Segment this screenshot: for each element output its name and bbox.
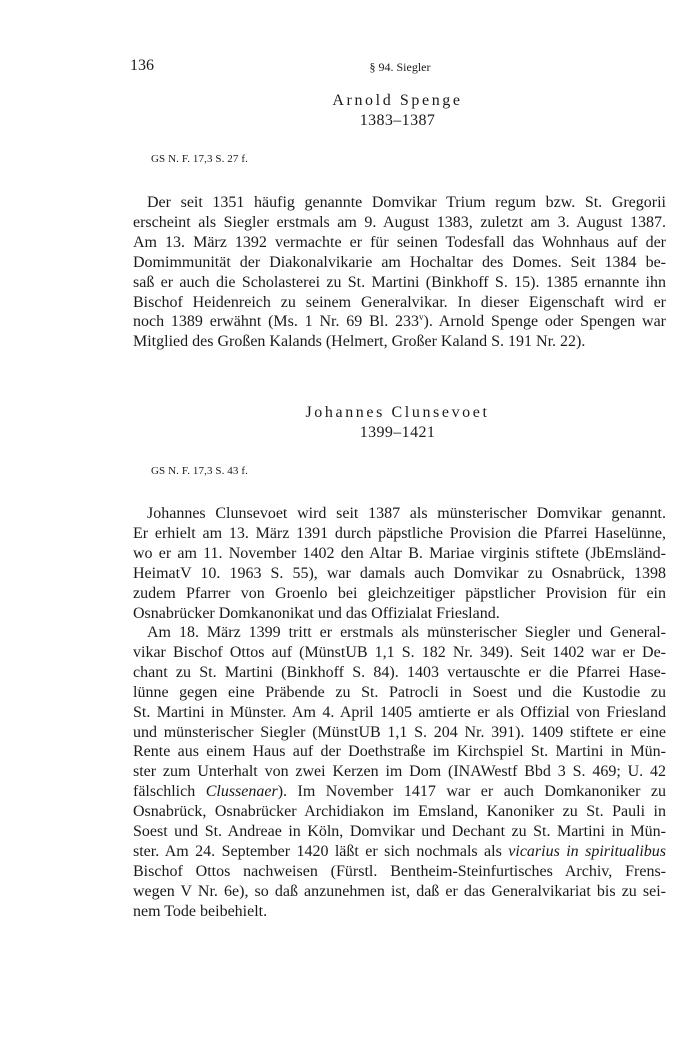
text-line: Der seit 1351 häufig genannte Domvikar Trium regum bzw. St. Gregorii	[147, 194, 666, 211]
text-line: Osnabrücker Domkanonikat und das Offizialat Friesland.	[133, 604, 500, 622]
text-line	[133, 842, 666, 862]
text-line	[133, 312, 666, 332]
text-line: zudem Pfarrer von Groenlo bei gleichzeitiger päpstlicher Provision für ein	[133, 584, 666, 602]
entry-paragraph	[133, 193, 666, 352]
superscript: v	[419, 312, 424, 323]
entry-heading-johannes-clunsevoet	[0, 403, 700, 443]
entry-name: Arnold Spenge	[332, 92, 463, 109]
text-line: saß er auch die Scholasterei zu St. Martini (Binkhoff S. 15). 1385 ernannte ihn	[133, 273, 666, 291]
text-line: Johannes Clunsevoet wird seit 1387 als münsterischer Domvikar genannt.	[147, 505, 666, 522]
entry-years: 1383–1387	[359, 112, 436, 129]
italic-term: vicarius in spiritualibus	[508, 842, 667, 860]
entry-name: Johannes Clunsevoet	[305, 404, 490, 421]
text-line: chant zu St. Martini (Binkhoff S. 84). 1403 vertauschte er die Pfarrei Hase-	[133, 663, 666, 681]
text-line: St. Martini in Münster. Am 4. April 1405 amtierte er als Offizial von Friesland	[133, 703, 666, 721]
text-fragment: fälschlich	[133, 783, 206, 801]
text-fragment: ). Im November 1417 war er auch Domkanoniker zu	[277, 783, 667, 801]
text-line: wo er am 11. November 1402 den Altar B. Mariae virginis stiftete (JbEmsländ-	[133, 544, 666, 562]
italic-term: Clussenaer	[205, 783, 278, 801]
running-head: § 94. Siegler	[369, 60, 431, 74]
text-line: wegen V Nr. 6e), so daß anzunehmen ist, daß er das Generalvikariat bis zu sei-	[133, 882, 666, 900]
page-number: 136	[130, 57, 154, 74]
text-line: Domimmunität der Diakonalvikarie am Hochaltar des Domes. Seit 1384 be-	[133, 253, 666, 271]
text-line: nem Tode beibehielt.	[133, 902, 268, 920]
text-fragment: noch 1389 erwähnt (Ms. 1 Nr. 69 Bl. 233	[133, 313, 420, 331]
entry-paragraph	[133, 504, 666, 623]
text-line: Osnabrück, Osnabrücker Archidiakon im Emsland, Kanoniker zu St. Pauli in	[133, 803, 666, 821]
text-line: vikar Bischof Ottos auf (MünstUB 1,1 S. 182 Nr. 349). Seit 1402 war er De-	[133, 643, 666, 661]
reference-citation: GS N. F. 17,3 S. 27 f.	[151, 153, 248, 165]
text-line: Er erhielt am 13. März 1391 durch päpstliche Provision die Pfarrei Haselünne,	[133, 524, 666, 542]
text-line: lünne gegen eine Präbende zu St. Patrocli in Soest und die Kustodie zu	[133, 683, 666, 701]
text-line: HeimatV 10. 1963 S. 55), war damals auch Domvikar zu Osnabrück, 1398	[133, 564, 666, 582]
entry-paragraph	[133, 623, 666, 922]
reference-citation: GS N. F. 17,3 S. 43 f.	[151, 465, 248, 477]
text-line: und münsterischer Siegler (MünstUB 1,1 S. 204 Nr. 391). 1409 stiftete er eine	[133, 723, 666, 741]
text-line: erscheint als Siegler erstmals am 9. August 1383, zuletzt am 3. August 1387.	[133, 213, 666, 231]
text-line: Mitglied des Großen Kalands (Helmert, Großer Kaland S. 191 Nr. 22).	[133, 333, 586, 351]
text-line: Soest und St. Andreae in Köln, Domvikar und Dechant zu St. Martini in Mün-	[133, 823, 666, 841]
text-line: Bischof Ottos nachweisen (Fürstl. Bentheim-Steinfurtisches Archiv, Frens-	[133, 862, 666, 880]
text-fragment: ). Arnold Spenge oder Spengen war	[423, 313, 667, 331]
text-line: Am 13. März 1392 vermachte er für seinen Todesfall das Wohnhaus auf der	[133, 233, 666, 251]
text-fragment: ster. Am 24. September 1420 läßt er sich nochmals als	[133, 842, 509, 860]
entry-heading-arnold-spenge	[0, 91, 700, 131]
text-line: Am 18. März 1399 tritt er erstmals als münsterischer Siegler und General-	[147, 624, 666, 641]
text-line: ster zum Unterhalt von zwei Kerzen im Dom (INAWestf Bbd 3 S. 469; U. 42	[133, 763, 666, 781]
text-line: Rente aus einem Haus auf der Doethstraße im Kirchspiel St. Martini in Mün-	[133, 743, 666, 761]
entry-years: 1399–1421	[359, 424, 436, 441]
text-line: Bischof Heidenreich zu seinem Generalvikar. In dieser Eigenschaft wird er	[133, 293, 666, 311]
text-line	[133, 782, 666, 802]
